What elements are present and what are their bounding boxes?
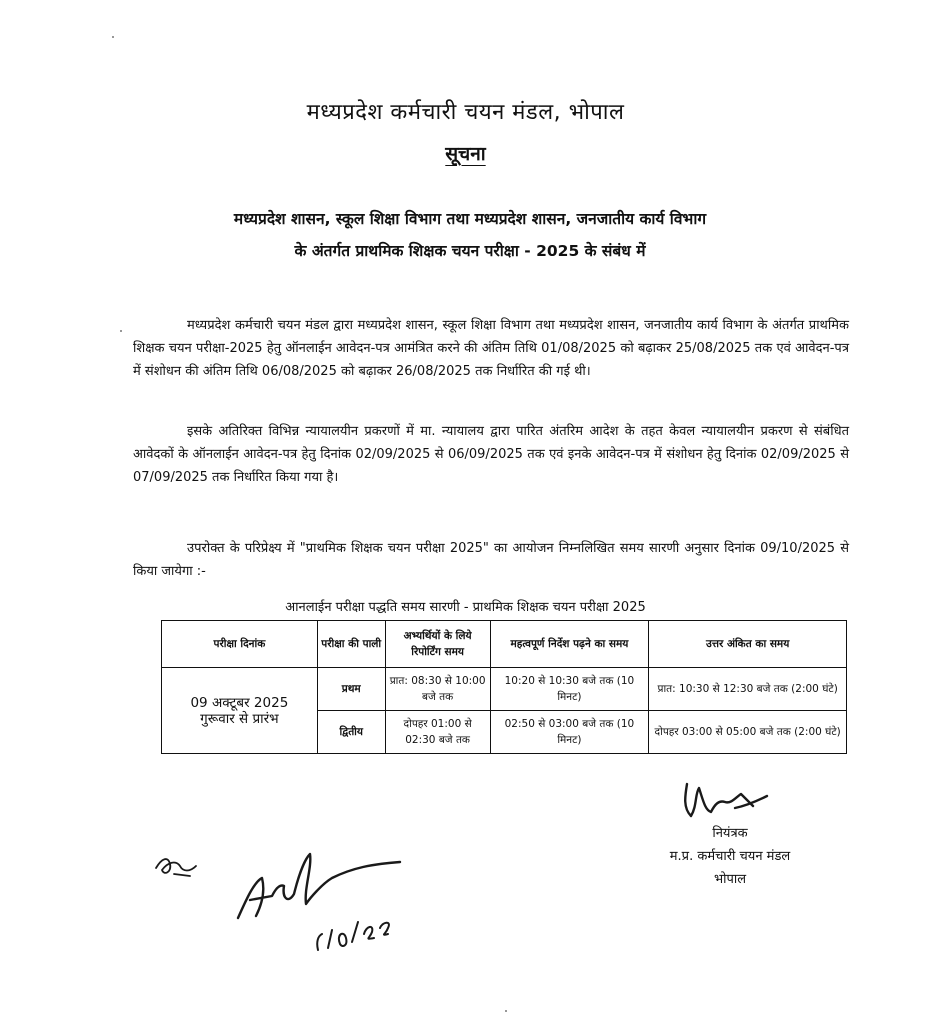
organization-title: मध्यप्रदेश कर्मचारी चयन मंडल, भोपाल <box>306 100 625 125</box>
reporting-cell: दोपहर 01:00 से 02:30 बजे तक <box>385 711 490 754</box>
header-reporting-time: अभ्यर्थियों के लिये रिपोर्टिंग समय <box>385 621 490 668</box>
body-paragraph-3: उपरोक्त के परिप्रेक्ष्य में "प्राथमिक शिक्षक चयन परीक्षा 2025" का आयोजन निम्नलिखित समय सारणी अनुसार दिनांक 09/10/2025 से किया जायेगा :- <box>133 541 849 579</box>
instructions-cell: 02:50 से 03:00 बजे तक (10 मिनट) <box>490 711 649 754</box>
body-paragraph-1: मध्यप्रदेश कर्मचारी चयन मंडल द्वारा मध्यप्रदेश शासन, स्कूल शिक्षा विभाग तथा मध्यप्रदेश शासन, जनजातीय कार्य विभाग के अंतर्गत प्राथमिक शिक्षक चयन परीक्षा-2025 हेतु ऑनलाईन आवेदन-पत्र आमंत्रित करने की अंतिम तिथि 01/08/2025 को बढ़ाकर 25/08/2025 तक एवं आवेदन-पत्र में संशोधन की अंतिम तिथि 06/08/2025 को बढ़ाकर 26/08/2025 तक निर्धारित की गई थी। <box>133 318 849 379</box>
notice-heading <box>0 140 931 166</box>
reporting-cell: प्रात: 08:30 से 10:00 बजे तक <box>385 668 490 711</box>
subject-line-1: मध्यप्रदेश शासन, स्कूल शिक्षा विभाग तथा मध्यप्रदेश शासन, जनजातीय कार्य विभाग <box>233 210 707 228</box>
signatory-designation: नियंत्रक <box>712 826 748 841</box>
shift-cell: द्वितीय <box>317 711 385 754</box>
signatory-city: भोपाल <box>713 872 747 887</box>
signature-block <box>630 822 830 891</box>
controller-signature <box>675 776 785 826</box>
instructions-cell: 10:20 से 10:30 बजे तक (10 मिनट) <box>490 668 649 711</box>
scan-speck <box>112 36 114 38</box>
subject-block <box>60 203 880 267</box>
schedule-table <box>161 620 847 754</box>
subject-line-2: के अंतर्गत प्राथमिक शिक्षक चयन परीक्षा - 2025 के संबंध में <box>294 242 646 260</box>
notice-label: सूचना <box>445 143 486 165</box>
scan-speck <box>120 330 122 332</box>
header-instructions-time: महत्वपूर्ण निर्देश पढ़ने का समय <box>490 621 649 668</box>
body-paragraph-2: इसके अतिरिक्त विभिन्न न्यायालयीन प्रकरणों में मा. न्यायालय द्वारा पारित अंतरिम आदेश के तहत केवल न्यायालयीन प्रकरण से संबंधित आवेदकों के ऑनलाईन आवेदन-पत्र हेतु दिनांक 02/09/2025 से 06/09/2025 तक एवं इनके आवेदन-पत्र में संशोधन हेतु दिनांक 02/09/2025 से 07/09/2025 तक निर्धारित किया गया है। <box>133 424 849 485</box>
initials-mark <box>150 848 210 884</box>
exam-date-cell <box>162 668 318 754</box>
scan-speck <box>505 1010 507 1012</box>
schedule-caption: आनलाईन परीक्षा पद्धति समय सारणी - प्राथमिक शिक्षक चयन परीक्षा 2025 <box>285 600 646 615</box>
table-row <box>162 668 847 711</box>
answering-cell: प्रात: 10:30 से 12:30 बजे तक (2:00 घंटे) <box>649 668 847 711</box>
signatory-office: म.प्र. कर्मचारी चयन मंडल <box>669 849 791 864</box>
answering-cell: दोपहर 03:00 से 05:00 बजे तक (2:00 घंटे) <box>649 711 847 754</box>
handwritten-signature <box>232 838 412 958</box>
exam-start-day: गुरूवार से प्रारंभ <box>200 710 279 727</box>
header-shift: परीक्षा की पाली <box>317 621 385 668</box>
shift-cell: प्रथम <box>317 668 385 711</box>
exam-date: 09 अक्टूबर 2025 <box>190 694 289 711</box>
header-answering-time: उत्तर अंकित का समय <box>649 621 847 668</box>
header-exam-date: परीक्षा दिनांक <box>162 621 318 668</box>
schedule-header-row <box>162 621 847 668</box>
